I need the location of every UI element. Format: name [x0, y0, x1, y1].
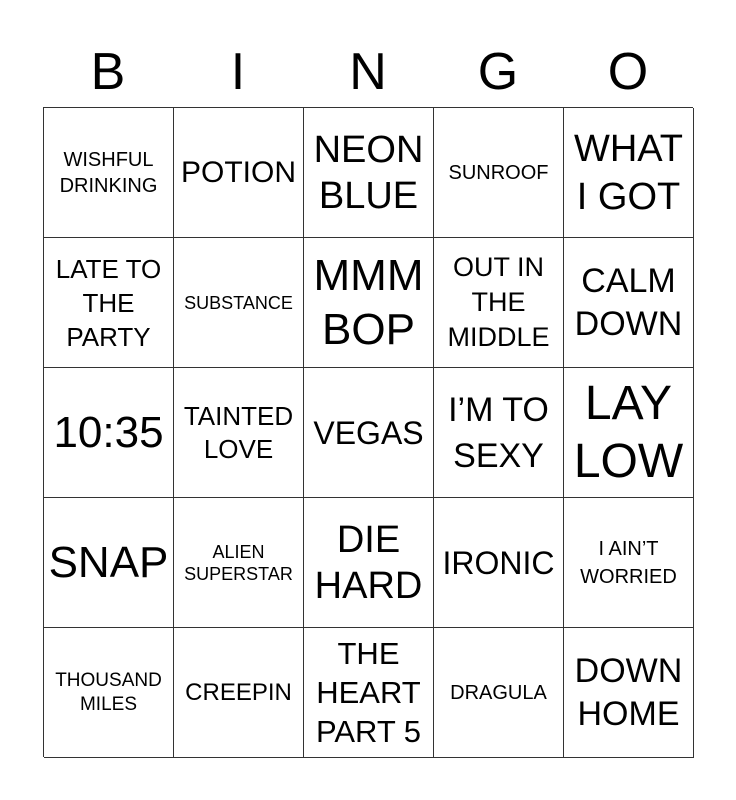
bingo-cell[interactable]: [434, 108, 564, 238]
bingo-grid: [43, 107, 693, 757]
bingo-cell[interactable]: [434, 238, 564, 368]
bingo-cell[interactable]: [44, 628, 174, 758]
bingo-cell[interactable]: [564, 238, 694, 368]
cell-label: IRONIC: [442, 544, 555, 581]
header-letter-b: B: [90, 43, 126, 101]
cell-label: ALIEN SUPERSTAR: [184, 541, 293, 584]
cell-label: POTION: [180, 155, 296, 189]
bingo-header: [43, 42, 693, 102]
cell-label: 10:35: [53, 407, 164, 457]
cell-label: I’M TO SEXY: [448, 390, 549, 475]
cell-label: VEGAS: [313, 414, 424, 451]
cell-label: WHAT I GOT: [573, 127, 684, 218]
cell-label: CALM DOWN: [574, 261, 683, 343]
bingo-cell[interactable]: [44, 238, 174, 368]
bingo-cell[interactable]: [304, 628, 434, 758]
cell-label: THOUSAND MILES: [55, 669, 162, 715]
cell-label: CREEPIN: [185, 678, 292, 706]
cell-label: SUBSTANCE: [184, 292, 293, 313]
cell-label: I AIN’T WORRIED: [580, 537, 677, 588]
bingo-cell[interactable]: [44, 498, 174, 628]
cell-label: LATE TO THE PARTY: [55, 253, 162, 352]
bingo-cell[interactable]: [174, 238, 304, 368]
bingo-cell[interactable]: [564, 108, 694, 238]
cell-label: THE HEART PART 5: [315, 636, 422, 749]
cell-label: DIE HARD: [314, 518, 423, 607]
bingo-cell[interactable]: [174, 498, 304, 628]
cell-label: SUNROOF: [448, 161, 549, 184]
cell-label: TAINTED LOVE: [183, 400, 294, 464]
bingo-cell[interactable]: [564, 498, 694, 628]
header-letter-n: N: [349, 43, 387, 101]
cell-label: NEON BLUE: [313, 128, 424, 217]
header-letter-g: G: [477, 43, 519, 101]
cell-label: MMM BOP: [313, 250, 424, 354]
bingo-cell[interactable]: [564, 368, 694, 498]
bingo-cell[interactable]: [564, 628, 694, 758]
bingo-cell[interactable]: [174, 628, 304, 758]
bingo-cell[interactable]: [434, 498, 564, 628]
bingo-cell[interactable]: [434, 628, 564, 758]
cell-label: SNAP: [48, 537, 169, 587]
cell-label: DOWN HOME: [574, 651, 683, 733]
bingo-cell[interactable]: [44, 368, 174, 498]
bingo-cell[interactable]: [174, 108, 304, 238]
header-letter-i: I: [230, 43, 246, 101]
bingo-cell[interactable]: [304, 108, 434, 238]
cell-label: DRAGULA: [450, 681, 547, 704]
bingo-cell[interactable]: [434, 368, 564, 498]
cell-label: OUT IN THE MIDDLE: [447, 252, 550, 352]
cell-label: LAY LOW: [573, 376, 684, 488]
bingo-cell[interactable]: [304, 498, 434, 628]
bingo-cell[interactable]: [174, 368, 304, 498]
cell-label: WISHFUL DRINKING: [59, 148, 158, 197]
bingo-cell[interactable]: [304, 238, 434, 368]
header-letter-o: O: [607, 43, 649, 101]
bingo-cell[interactable]: [44, 108, 174, 238]
bingo-cell[interactable]: [304, 368, 434, 498]
